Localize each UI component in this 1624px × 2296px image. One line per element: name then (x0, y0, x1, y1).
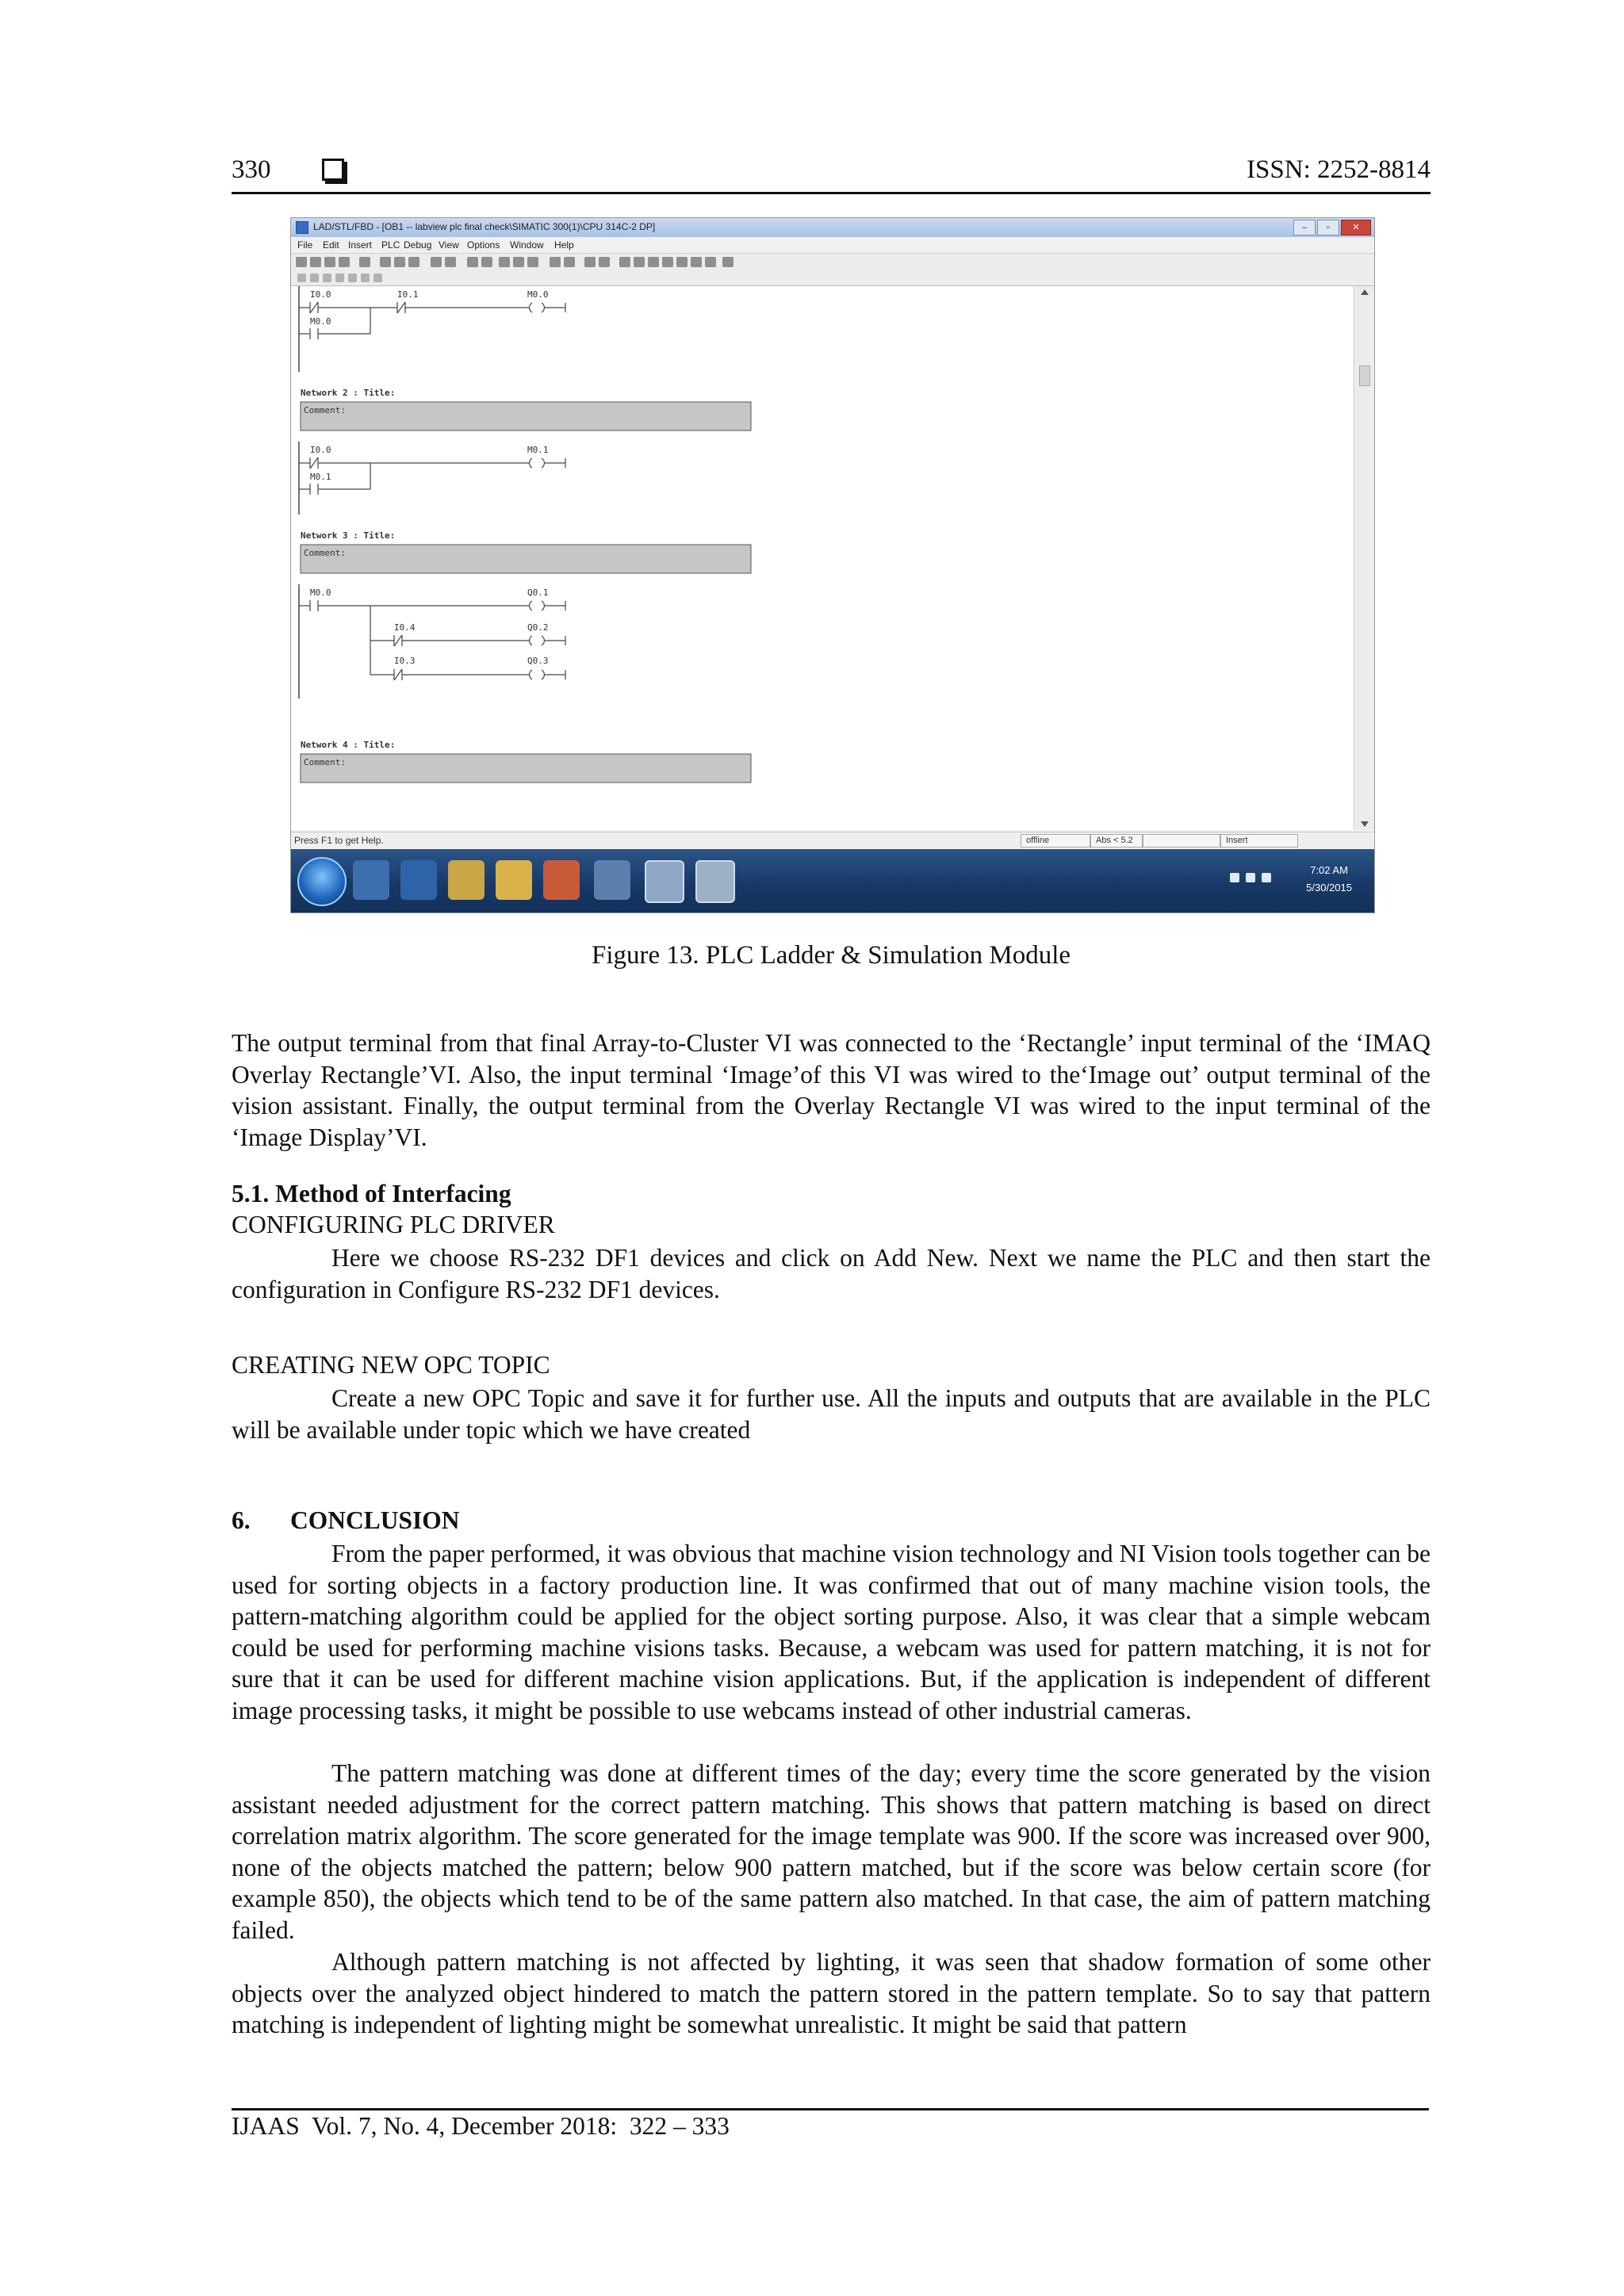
status-insert: Insert (1220, 834, 1298, 848)
contact-label: M0.1 (310, 472, 331, 482)
figure-screenshot (290, 217, 1375, 913)
paragraph: Here we choose RS-232 DF1 devices and click on Add New. Next we name the PLC and then start the configuration in Configure RS-232 DF1 devices. (232, 1244, 1431, 1303)
subsection-heading: CREATING NEW OPC TOPIC (232, 1351, 550, 1379)
box-icon[interactable] (662, 257, 673, 267)
status-mode: offline (1021, 834, 1090, 848)
step-icon[interactable] (550, 257, 561, 267)
undo-icon[interactable] (431, 257, 442, 267)
coil-label: Q0.3 (527, 656, 549, 666)
network-title: Network 4 : Title: (301, 740, 396, 750)
download-icon[interactable] (324, 257, 335, 267)
taskbar-clock[interactable] (1306, 862, 1352, 897)
footer-rule (232, 2108, 1429, 2110)
catalog-icon[interactable] (527, 257, 538, 267)
close-icon[interactable]: ✕ (1341, 220, 1371, 235)
contact-label: M0.0 (310, 316, 331, 327)
scroll-up-icon[interactable] (1361, 289, 1369, 295)
page-footer: IJAAS Vol. 7, No. 4, December 2018: 322 – 333 (232, 2112, 730, 2140)
wire-icon[interactable] (705, 257, 716, 267)
cut-icon[interactable] (380, 257, 391, 267)
simatic-app-icon[interactable] (645, 860, 684, 903)
tool-icon[interactable] (297, 274, 306, 282)
subsection-heading: CONFIGURING PLC DRIVER (232, 1211, 555, 1238)
maximize-icon[interactable]: ▫ (1317, 220, 1339, 235)
tool-icon[interactable] (348, 274, 357, 282)
contact-label: I0.0 (310, 445, 331, 455)
network-tray-icon[interactable] (1262, 873, 1271, 882)
simulator-app-icon[interactable] (695, 860, 735, 903)
scroll-down-icon[interactable] (1361, 821, 1369, 827)
contact-label: I0.0 (310, 289, 331, 300)
menu-item-help[interactable]: Help (554, 239, 574, 251)
status-empty (1143, 834, 1220, 848)
window-titlebar (291, 218, 1374, 237)
comment-box[interactable] (301, 754, 751, 783)
network2-rungs (299, 457, 565, 495)
redo-icon[interactable] (445, 257, 456, 267)
tool-icon[interactable] (310, 274, 319, 282)
save-icon[interactable] (339, 257, 350, 267)
paragraph: Although pattern matching is not affected by lighting, it was seen that shadow formation of some other objects over the analyzed object hindered to match the pattern stored in the pattern template. So to say that pattern matching is independent of lighting might be somewhat unrealistic. It might be said that pattern (232, 1948, 1431, 2039)
issn-label: ISSN: 2252-8814 (1247, 155, 1431, 184)
coil-label: M0.0 (527, 289, 549, 300)
contact-no-icon[interactable] (619, 257, 630, 267)
paragraph: Create a new OPC Topic and save it for further use. All the inputs and outputs that are available in the PLC will be available under topic which we have created (232, 1384, 1431, 1444)
paragraph: The pattern matching was done at different times of the day; every time the score generated by the vision assistant needed adjustment for the correct pattern matching. This shows that pattern matching is based on direct correlation matrix algorithm. The score generated for the image template was 900. If the score was increased over 900, none of the objects matched the pattern; below 900 pattern matched, but if the score was below certain score (for example 850), the objects which tend to be of the same pattern also matched. In that case, the aim of pattern matching failed. (232, 1759, 1431, 1944)
clock-date: 5/30/2015 (1306, 882, 1352, 894)
menu-item-debug[interactable]: Debug (404, 239, 432, 251)
details-icon[interactable] (599, 257, 610, 267)
status-bar (291, 832, 1374, 848)
app-window-icon[interactable] (594, 860, 630, 900)
branch-open-icon[interactable] (676, 257, 688, 267)
contact-label: I0.3 (394, 656, 416, 666)
windows-taskbar (291, 849, 1374, 913)
tool-icon[interactable] (373, 274, 382, 282)
menu-item-options[interactable]: Options (467, 239, 500, 251)
contact-nc-icon[interactable] (634, 257, 645, 267)
page-number: 330 (232, 155, 271, 184)
window-title: LAD/STL/FBD - [OB1 -- labview plc final check\SIMATIC 300(1)\CPU 314C-2 DP] (313, 221, 656, 232)
monitor-icon[interactable] (467, 257, 478, 267)
comment-box[interactable] (301, 545, 751, 573)
menu-bar (291, 237, 1374, 254)
new-icon[interactable] (296, 257, 307, 267)
coil-label: Q0.1 (527, 587, 549, 598)
window-controls (1292, 220, 1371, 235)
comment-label: Comment: (304, 405, 346, 415)
menu-item-insert[interactable]: Insert (348, 239, 373, 251)
minimize-icon[interactable]: – (1293, 220, 1316, 235)
section-heading: 5.1. Method of Interfacing (232, 1180, 511, 1207)
network1-rungs (299, 302, 565, 339)
network-icon[interactable] (513, 257, 524, 267)
status-help-text: Press F1 to get Help. (294, 835, 384, 846)
menu-item-plc[interactable]: PLC (381, 239, 400, 251)
comment-label: Comment: (304, 548, 346, 558)
overview-icon[interactable] (584, 257, 596, 267)
block-icon[interactable] (499, 257, 510, 267)
internet-explorer-icon[interactable] (400, 860, 437, 900)
tool-icon[interactable] (361, 274, 370, 282)
volume-icon[interactable] (1246, 873, 1255, 882)
menu-item-edit[interactable]: Edit (323, 239, 339, 251)
scroll-thumb[interactable] (1359, 365, 1370, 386)
compile-icon[interactable] (481, 257, 492, 267)
tool-icon[interactable] (323, 274, 331, 282)
tool-icon[interactable] (335, 274, 344, 282)
secondary-toolbar (291, 271, 1374, 286)
chrome-icon[interactable] (496, 860, 532, 900)
menu-item-file[interactable]: File (297, 239, 313, 251)
contact-label: I0.4 (394, 622, 416, 633)
tray-arrow-icon[interactable] (1230, 873, 1239, 882)
page-header (232, 155, 1431, 195)
section-heading: CONCLUSION (290, 1506, 460, 1534)
network3-rungs (299, 600, 565, 680)
copy-icon[interactable] (394, 257, 405, 267)
paragraph: The output terminal from that final Array-to-Cluster VI was connected to the ‘Rectangle’ input terminal of the ‘IMAQ Overlay Rectangle’VI. Also, the input terminal ‘Image’of this VI was wired to the‘Image out’ output terminal of the vision assistant. Finally, the output terminal from the Overlay Rectangle VI was wired to the input terminal of the ‘Image Display’VI. (232, 1029, 1431, 1151)
branch-close-icon[interactable] (691, 257, 702, 267)
paste-icon[interactable] (408, 257, 419, 267)
coil-icon[interactable] (648, 257, 659, 267)
clock-time: 7:02 AM (1310, 864, 1348, 876)
header-rule (232, 192, 1431, 194)
paragraph: From the paper performed, it was obvious that machine vision technology and NI Vision tools together can be used for sorting objects in a factory production line. It was confirmed that out of many machine vision tools, the pattern-matching algorithm could be applied for the object sorting purpose. Also, it was clear that a simple webcam could be used for performing machine visions tasks. Because, a webcam was used for pattern matching, it is not for sure that it can be used for different machine vision applications. But, if the application is independent of different image processing tasks, it might be possible to use webcams instead of other industrial cameras. (232, 1540, 1431, 1724)
network-title: Network 2 : Title: (301, 388, 396, 398)
vertical-scrollbar[interactable] (1355, 286, 1374, 830)
menu-item-window[interactable]: Window (510, 239, 544, 251)
contact-label: M0.0 (310, 587, 331, 598)
chrome-icon[interactable] (543, 860, 580, 900)
start-button-icon[interactable] (297, 857, 347, 906)
figure-caption: Figure 13. PLC Ladder & Simulation Module (591, 941, 1071, 970)
app-icon (296, 221, 308, 234)
file-explorer-icon[interactable] (448, 860, 485, 900)
open-icon[interactable] (310, 257, 321, 267)
print-icon[interactable] (359, 257, 370, 267)
main-toolbar (291, 254, 1374, 271)
contact-label: I0.1 (397, 289, 419, 300)
comment-label: Comment: (304, 757, 346, 767)
help-icon[interactable] (722, 257, 733, 267)
coil-label: Q0.2 (527, 622, 549, 633)
status-abs: Abs < 5.2 (1090, 834, 1143, 848)
menu-item-view[interactable]: View (439, 239, 459, 251)
ladder-editor[interactable] (291, 286, 1354, 830)
checkbox-square-icon (322, 159, 344, 181)
coil-label: M0.1 (527, 445, 549, 455)
comment-box[interactable] (301, 402, 751, 430)
media-player-icon[interactable] (353, 860, 389, 900)
ladder-diagram (291, 286, 1354, 830)
section-number: 6. (232, 1506, 251, 1534)
breakpoint-icon[interactable] (564, 257, 575, 267)
network-title: Network 3 : Title: (301, 530, 396, 541)
